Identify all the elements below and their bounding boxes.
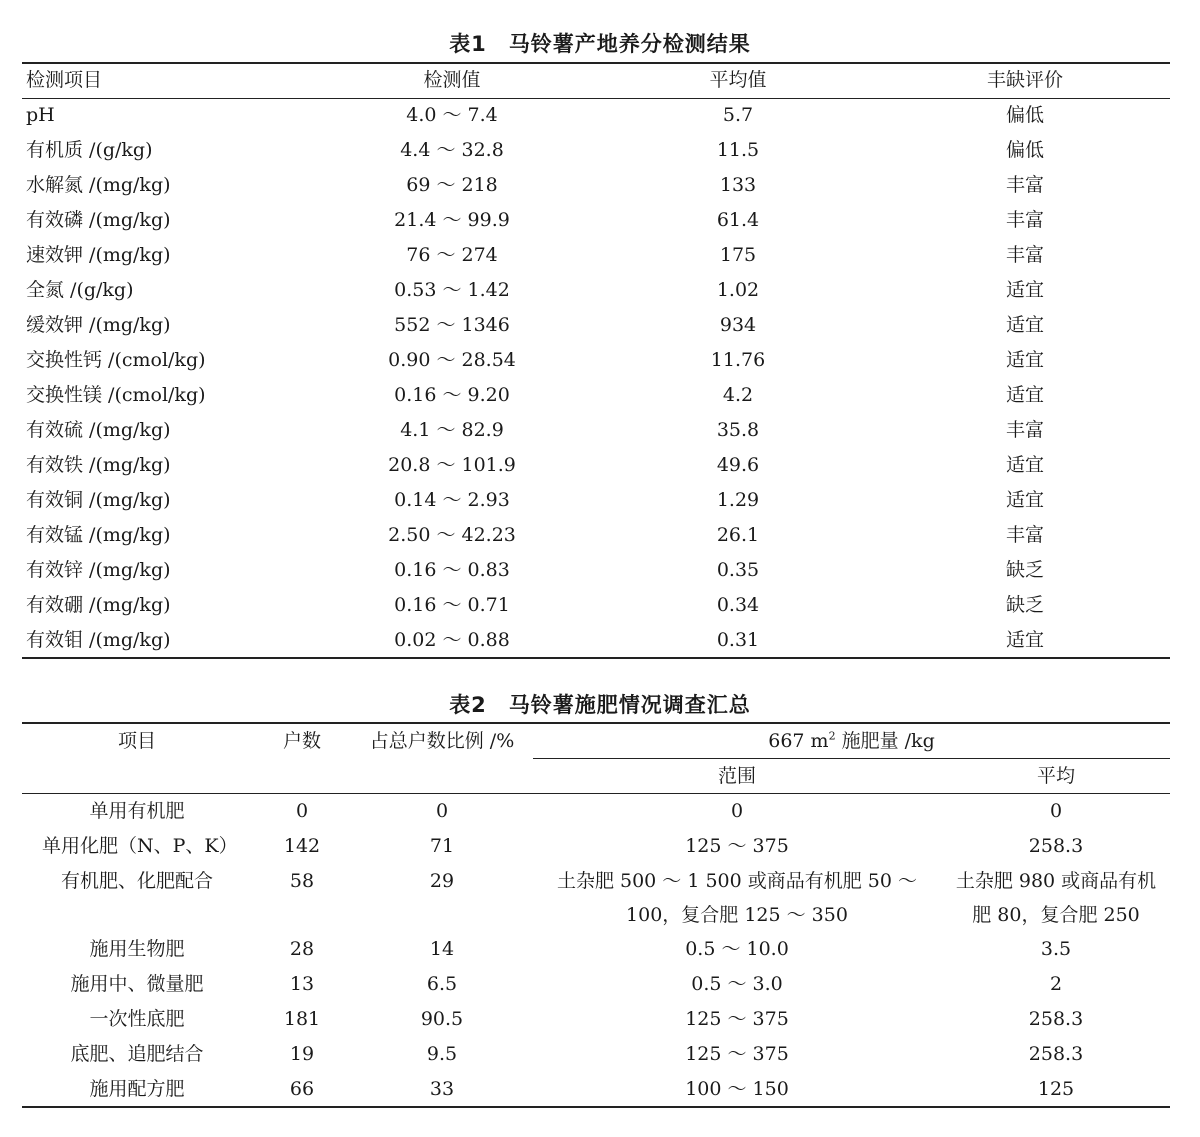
table-row bbox=[22, 967, 1170, 1002]
table-row bbox=[22, 932, 1170, 967]
cell-item: 一次性底肥 bbox=[89, 1008, 185, 1030]
cell-range: 0.5 ～ 3.0 bbox=[691, 973, 783, 995]
cell-ratio: 71 bbox=[429, 835, 455, 857]
cell-value: 0.53 ～ 1.42 bbox=[394, 279, 510, 301]
cell-range: 土杂肥 500 ～ 1 500 或商品有机肥 50 ～ 100，复合肥 125 ～ 350 bbox=[556, 870, 918, 926]
table1-caption-title: 马铃薯产地养分检测结果 bbox=[508, 32, 751, 56]
cell-average: 3.5 bbox=[1040, 938, 1072, 960]
cell-ratio: 6.5 bbox=[426, 973, 458, 995]
table-row bbox=[22, 98, 1170, 133]
table1-header-value: 检测值 bbox=[423, 69, 481, 91]
cell-range: 125 ～ 375 bbox=[685, 1043, 789, 1065]
cell-range: 100 ～ 150 bbox=[685, 1078, 789, 1100]
table-row bbox=[22, 483, 1170, 518]
cell-evaluation: 丰富 bbox=[1005, 244, 1044, 266]
cell-item: 有机质 /(g/kg) bbox=[26, 139, 153, 161]
cell-value: 552 ～ 1346 bbox=[394, 314, 510, 336]
cell-item: 单用有机肥 bbox=[89, 800, 185, 822]
cell-average: 5.7 bbox=[722, 104, 754, 126]
cell-evaluation: 丰富 bbox=[1005, 524, 1044, 546]
cell-item: 水解氮 /(mg/kg) bbox=[26, 174, 171, 196]
cell-average: 0 bbox=[1049, 800, 1063, 822]
cell-ratio: 33 bbox=[429, 1078, 455, 1100]
cell-value: 2.50 ～ 42.23 bbox=[388, 524, 516, 546]
cell-average: 土杂肥 980 或商品有机肥 80，复合肥 250 bbox=[955, 870, 1157, 926]
table2-caption-title: 马铃薯施肥情况调查汇总 bbox=[508, 693, 751, 717]
cell-evaluation: 适宜 bbox=[1005, 629, 1044, 651]
table2-header-average: 平均 bbox=[1036, 765, 1075, 787]
cell-item: pH bbox=[26, 104, 55, 126]
cell-average: 11.76 bbox=[710, 349, 766, 371]
cell-value: 4.4 ～ 32.8 bbox=[400, 139, 504, 161]
cell-households: 66 bbox=[289, 1078, 315, 1100]
table2-header-group-sup: 2 bbox=[828, 729, 836, 743]
table-row bbox=[22, 794, 1170, 829]
cell-range: 125 ～ 375 bbox=[685, 1008, 789, 1030]
table2-caption bbox=[0, 689, 1200, 719]
table-row bbox=[22, 1037, 1170, 1072]
cell-average: 1.29 bbox=[716, 489, 760, 511]
cell-evaluation: 适宜 bbox=[1005, 454, 1044, 476]
table2-bottom-rule bbox=[22, 1106, 1170, 1108]
table2-header-group bbox=[533, 724, 1170, 759]
cell-average: 49.6 bbox=[716, 454, 760, 476]
table-row bbox=[22, 518, 1170, 553]
cell-item: 有效锰 /(mg/kg) bbox=[26, 524, 171, 546]
cell-item: 施用生物肥 bbox=[89, 938, 185, 960]
cell-evaluation: 丰富 bbox=[1005, 209, 1044, 231]
table2-header-row-2 bbox=[22, 759, 1170, 794]
cell-households: 0 bbox=[295, 800, 309, 822]
table-row bbox=[22, 308, 1170, 343]
cell-item: 底肥、追肥结合 bbox=[70, 1043, 204, 1065]
table-row bbox=[22, 1002, 1170, 1037]
cell-average: 61.4 bbox=[716, 209, 760, 231]
table-row bbox=[22, 238, 1170, 273]
table2-header-group-suffix: 施肥量 /kg bbox=[835, 730, 935, 752]
cell-ratio: 14 bbox=[429, 938, 455, 960]
table1-bottom-rule bbox=[22, 657, 1170, 659]
cell-households: 181 bbox=[283, 1008, 321, 1030]
table1-header-evaluation: 丰缺评价 bbox=[986, 69, 1063, 91]
table-row bbox=[22, 168, 1170, 203]
table-row bbox=[22, 343, 1170, 378]
table2-header-ratio: 占总户数比例 /% bbox=[369, 730, 515, 752]
cell-households: 19 bbox=[289, 1043, 315, 1065]
cell-average: 4.2 bbox=[722, 384, 754, 406]
table2-header-row-1 bbox=[22, 724, 1170, 759]
cell-evaluation: 缺乏 bbox=[1005, 559, 1044, 581]
cell-ratio: 9.5 bbox=[426, 1043, 458, 1065]
cell-value: 4.1 ～ 82.9 bbox=[400, 419, 504, 441]
cell-item: 单用化肥（N、P、K） bbox=[42, 835, 238, 857]
cell-item: 有效硼 /(mg/kg) bbox=[26, 594, 171, 616]
cell-households: 58 bbox=[289, 870, 315, 892]
cell-evaluation: 缺乏 bbox=[1005, 594, 1044, 616]
cell-average: 934 bbox=[719, 314, 757, 336]
table-row bbox=[22, 378, 1170, 413]
cell-item: 缓效钾 /(mg/kg) bbox=[26, 314, 171, 336]
cell-evaluation: 偏低 bbox=[1005, 139, 1044, 161]
cell-evaluation: 适宜 bbox=[1005, 384, 1044, 406]
cell-average: 26.1 bbox=[716, 524, 760, 546]
table1-caption bbox=[0, 28, 1200, 58]
cell-average: 258.3 bbox=[1028, 1008, 1084, 1030]
cell-average: 258.3 bbox=[1028, 835, 1084, 857]
cell-average: 258.3 bbox=[1028, 1043, 1084, 1065]
cell-item: 有效硫 /(mg/kg) bbox=[26, 419, 171, 441]
cell-evaluation: 适宜 bbox=[1005, 314, 1044, 336]
cell-households: 142 bbox=[283, 835, 321, 857]
cell-item: 有效铁 /(mg/kg) bbox=[26, 454, 171, 476]
cell-evaluation: 偏低 bbox=[1005, 104, 1044, 126]
cell-average: 0.31 bbox=[716, 629, 760, 651]
cell-item: 速效钾 /(mg/kg) bbox=[26, 244, 171, 266]
table-row bbox=[22, 623, 1170, 658]
table1-header-row bbox=[22, 63, 1170, 98]
table-row bbox=[22, 448, 1170, 483]
cell-item: 交换性镁 /(cmol/kg) bbox=[26, 384, 206, 406]
cell-range: 0.5 ～ 10.0 bbox=[685, 938, 789, 960]
cell-average: 1.02 bbox=[716, 279, 760, 301]
cell-item: 有效磷 /(mg/kg) bbox=[26, 209, 171, 231]
cell-ratio: 0 bbox=[435, 800, 449, 822]
cell-households: 13 bbox=[289, 973, 315, 995]
cell-average: 175 bbox=[719, 244, 757, 266]
table1-header-average: 平均值 bbox=[709, 69, 767, 91]
cell-item: 有效铜 /(mg/kg) bbox=[26, 489, 171, 511]
table-row bbox=[22, 1072, 1170, 1107]
cell-average: 11.5 bbox=[716, 139, 760, 161]
table2-header-range: 范围 bbox=[717, 765, 756, 787]
table-row bbox=[22, 829, 1170, 864]
cell-item: 全氮 /(g/kg) bbox=[26, 279, 134, 301]
cell-value: 20.8 ～ 101.9 bbox=[388, 454, 516, 476]
table-row bbox=[22, 273, 1170, 308]
cell-ratio: 29 bbox=[429, 870, 455, 892]
cell-value: 0.90 ～ 28.54 bbox=[388, 349, 516, 371]
cell-item: 交换性钙 /(cmol/kg) bbox=[26, 349, 206, 371]
cell-evaluation: 丰富 bbox=[1005, 174, 1044, 196]
cell-value: 0.14 ～ 2.93 bbox=[394, 489, 510, 511]
table-row bbox=[22, 588, 1170, 623]
table2-header-item: 项目 bbox=[117, 730, 156, 752]
cell-evaluation: 丰富 bbox=[1005, 419, 1044, 441]
cell-value: 0.02 ～ 0.88 bbox=[394, 629, 510, 651]
cell-average: 133 bbox=[719, 174, 757, 196]
cell-value: 4.0 ～ 7.4 bbox=[406, 104, 498, 126]
table-row bbox=[22, 864, 1170, 932]
cell-item: 有机肥、化肥配合 bbox=[60, 870, 213, 892]
cell-ratio: 90.5 bbox=[420, 1008, 464, 1030]
cell-value: 0.16 ～ 0.83 bbox=[394, 559, 510, 581]
cell-range: 0 bbox=[730, 800, 744, 822]
table1-header-item: 检测项目 bbox=[26, 69, 103, 91]
cell-item: 有效钼 /(mg/kg) bbox=[26, 629, 171, 651]
table-row bbox=[22, 203, 1170, 238]
cell-average: 0.35 bbox=[716, 559, 760, 581]
cell-value: 69 ～ 218 bbox=[406, 174, 498, 196]
cell-evaluation: 适宜 bbox=[1005, 489, 1044, 511]
table2-caption-number: 表2 bbox=[449, 693, 487, 717]
cell-value: 21.4 ～ 99.9 bbox=[394, 209, 510, 231]
cell-households: 28 bbox=[289, 938, 315, 960]
cell-average: 2 bbox=[1049, 973, 1063, 995]
cell-range: 125 ～ 375 bbox=[685, 835, 789, 857]
table1-caption-number: 表1 bbox=[449, 32, 487, 56]
cell-average: 35.8 bbox=[716, 419, 760, 441]
cell-item: 施用配方肥 bbox=[89, 1078, 185, 1100]
cell-value: 76 ～ 274 bbox=[406, 244, 498, 266]
table2-header-households: 户数 bbox=[282, 730, 321, 752]
table-row bbox=[22, 133, 1170, 168]
cell-average: 125 bbox=[1037, 1078, 1075, 1100]
table2-header-group-prefix: 667 m bbox=[768, 730, 829, 752]
cell-average: 0.34 bbox=[716, 594, 760, 616]
cell-item: 有效锌 /(mg/kg) bbox=[26, 559, 171, 581]
table-row bbox=[22, 553, 1170, 588]
cell-evaluation: 适宜 bbox=[1005, 279, 1044, 301]
cell-value: 0.16 ～ 0.71 bbox=[394, 594, 510, 616]
cell-evaluation: 适宜 bbox=[1005, 349, 1044, 371]
table-row bbox=[22, 413, 1170, 448]
cell-item: 施用中、微量肥 bbox=[70, 973, 204, 995]
cell-value: 0.16 ～ 9.20 bbox=[394, 384, 510, 406]
